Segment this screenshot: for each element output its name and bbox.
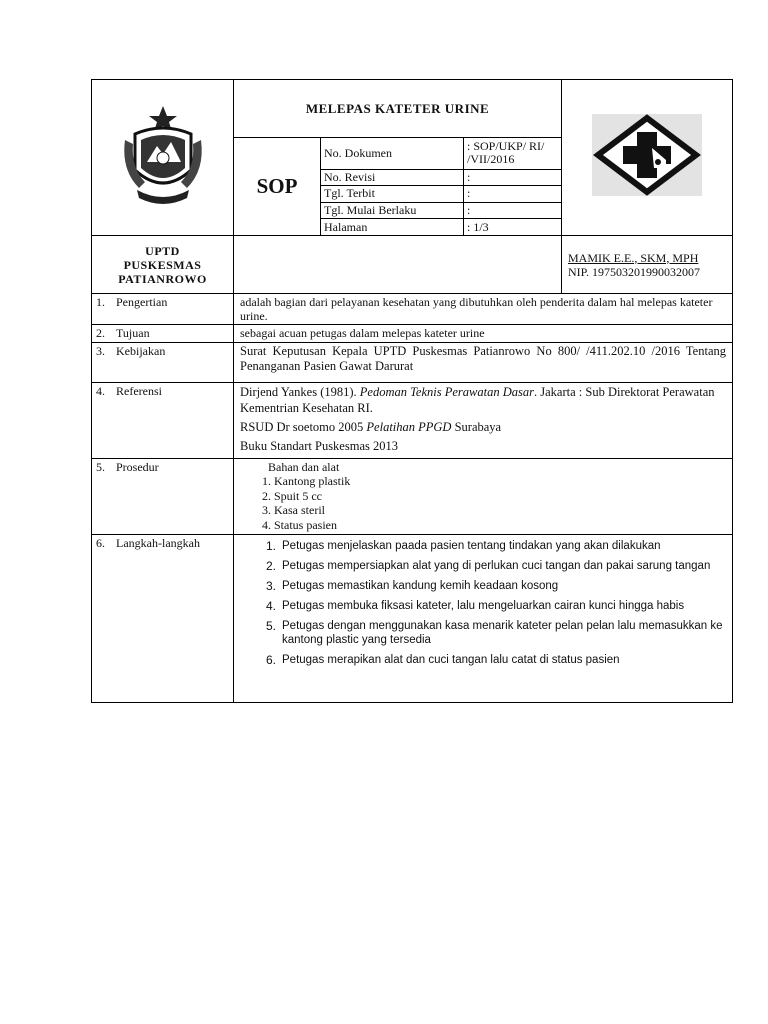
section-text-pengertian: adalah bagian dari pelayanan kesehatan yang dibutuhkan oleh penderita dalam hal melepas kateter urine.	[234, 294, 733, 325]
field-label-no-revisi: No. Revisi	[321, 169, 464, 186]
list-item: 4. Status pasien	[274, 518, 726, 533]
section-label-tujuan: 2. Tujuan	[92, 325, 234, 343]
section-text-langkah	[234, 535, 733, 703]
reference-2: RSUD Dr soetomo 2005 Pelatihan PPGD Surabaya	[240, 420, 502, 434]
section-label-langkah: 6. Langkah-langkah	[92, 535, 234, 703]
section-text-prosedur	[234, 459, 733, 535]
list-item: 6. Petugas merapikan alat dan cuci tangan lalu catat di status pasien	[265, 653, 620, 667]
sop-document	[91, 79, 732, 703]
section-text-referensi	[234, 383, 733, 459]
regional-emblem-icon	[117, 100, 209, 210]
list-item: 2. Petugas mempersiapkan alat yang di perlukan cuci tangan dan pakai sarung tangan	[265, 559, 711, 573]
field-value-no-revisi: :	[464, 169, 562, 186]
field-value-halaman: : 1/3	[467, 219, 489, 234]
signature-space	[234, 236, 562, 294]
list-item: 2. Spuit 5 cc	[274, 489, 726, 504]
org-line-2: PUSKESMAS	[123, 257, 202, 272]
list-item: 1. Petugas menjelaskan paada pasien tentang tindakan yang akan dilakukan	[265, 539, 661, 553]
signer-block	[562, 236, 733, 294]
field-label-tgl-terbit: Tgl. Terbit	[321, 186, 464, 203]
field-label-tgl-mulai: Tgl. Mulai Berlaku	[321, 202, 464, 219]
signer-name: MAMIK E.E., SKM, MPH	[568, 250, 699, 265]
section-label-referensi: 4. Referensi	[92, 383, 234, 459]
steps-list	[234, 539, 726, 667]
document-title: MELEPAS KATETER URINE	[234, 80, 562, 138]
list-item: 4. Petugas membuka fiksasi kateter, lalu mengeluarkan cairan kunci hingga habis	[265, 599, 685, 613]
regional-emblem-cell	[92, 80, 234, 236]
section-label-prosedur: 5. Prosedur	[92, 459, 234, 535]
field-value-no-dokumen: : SOP/UKP/ RI/ /VII/2016	[464, 138, 562, 169]
list-item: 3. Petugas memastikan kandung kemih keadaan kosong	[265, 579, 559, 593]
section-text-tujuan: sebagai acuan petugas dalam melepas kateter urine	[234, 325, 733, 343]
reference-3: Buku Standart Puskesmas 2013	[240, 439, 398, 453]
field-label-no-dokumen: No. Dokumen	[321, 138, 464, 169]
reference-1: Dirjend Yankes (1981). Pedoman Teknis Perawatan Dasar. Jakarta : Sub Direktorat Perawatan Kementrian Kesehatan RI.	[240, 385, 715, 415]
list-item: 1. Kantong plastik	[274, 474, 726, 489]
field-value-tgl-mulai: :	[464, 202, 562, 219]
list-item: 5. Petugas dengan menggunakan kasa menarik kateter pelan pelan lalu memasukkan ke kantong plastic yang tersedia	[265, 619, 723, 646]
list-item: 3. Kasa steril	[274, 503, 726, 518]
org-line-1: UPTD	[145, 243, 180, 258]
sop-label: SOP	[234, 138, 321, 236]
section-text-kebijakan: Surat Keputusan Kepala UPTD Puskesmas Patianrowo No 800/ /411.202.10 /2016 Tentang Penanganan Pasien Gawat Darurat	[234, 343, 733, 383]
section-label-pengertian: 1. Pengertian	[92, 294, 234, 325]
puskesmas-logo-icon	[592, 114, 702, 196]
signer-nip: NIP. 197503201990032007	[568, 264, 701, 279]
field-label-halaman: Halaman	[321, 219, 464, 235]
document-fields	[321, 138, 561, 235]
puskesmas-logo-cell	[562, 80, 733, 236]
document-fields-cell	[321, 138, 562, 236]
sop-table	[91, 79, 733, 703]
organization-name	[92, 236, 234, 294]
materials-list	[240, 474, 726, 532]
section-label-kebijakan: 3. Kebijakan	[92, 343, 234, 383]
materials-heading: Bahan dan alat	[268, 460, 340, 474]
field-value-tgl-terbit: :	[464, 186, 562, 203]
org-line-3: PATIANROWO	[118, 271, 207, 286]
